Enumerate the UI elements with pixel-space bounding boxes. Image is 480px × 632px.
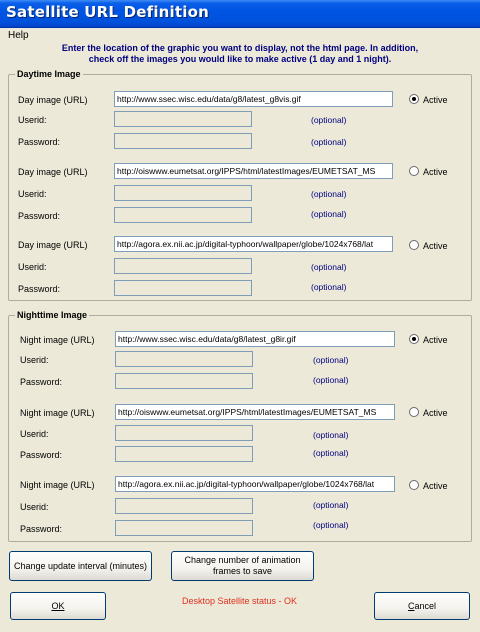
day-image-3-password-optional: (optional) (311, 282, 347, 292)
night-image-1-url-input[interactable]: http://www.ssec.wisc.edu/data/g8/latest_g8ir.gif (115, 331, 395, 347)
day-image-1-password-label: Password: (18, 137, 61, 147)
change-animation-frames-line-2: frames to save (212, 566, 273, 576)
day-image-3-password-label: Password: (18, 284, 61, 294)
night-image-2-active-label: Active (423, 408, 448, 418)
day-image-1-active-radio[interactable] (409, 94, 419, 104)
night-image-3-url-label: Night image (URL) (20, 480, 95, 490)
night-image-3-url-input[interactable]: http://agora.ex.nii.ac.jp/digital-typhoon/wallpaper/globe/1024x768/lat (115, 476, 395, 492)
night-image-2-url-label: Night image (URL) (20, 408, 95, 418)
menu-help[interactable]: Help (8, 30, 29, 41)
night-image-1-password-optional: (optional) (313, 375, 349, 385)
day-image-2-url-input[interactable]: http://oiswww.eumetsat.org/IPPS/html/latestImages/EUMETSAT_MS (114, 163, 393, 179)
day-image-3-userid-input[interactable] (114, 258, 252, 274)
night-image-1-password-input[interactable] (115, 373, 253, 389)
day-image-1-url-input[interactable]: http://www.ssec.wisc.edu/data/g8/latest_g8vis.gif (114, 91, 393, 107)
ok-button[interactable] (10, 592, 106, 620)
day-image-2-url-label: Day image (URL) (18, 167, 88, 177)
change-update-interval-button[interactable]: Change update interval (minutes) (9, 551, 152, 581)
day-image-2-password-optional: (optional) (311, 209, 347, 219)
day-image-2-userid-optional: (optional) (311, 189, 347, 199)
day-image-3-password-input[interactable] (114, 280, 252, 296)
day-image-2-password-input[interactable] (114, 207, 252, 223)
day-image-1-userid-input[interactable] (114, 111, 252, 127)
ok-button-label: OK (51, 600, 65, 611)
cancel-underlined-letter: C (407, 600, 415, 611)
night-image-3-active-label: Active (423, 481, 448, 491)
night-image-2-userid-label: Userid: (20, 429, 49, 439)
menu-bar (0, 28, 480, 43)
night-image-1-url-label: Night image (URL) (20, 335, 95, 345)
night-image-3-active-radio[interactable] (409, 480, 419, 490)
night-image-3-userid-optional: (optional) (313, 500, 349, 510)
night-image-1-userid-label: Userid: (20, 355, 49, 365)
night-image-3-password-input[interactable] (115, 520, 253, 536)
night-image-2-url-input[interactable]: http://oiswww.eumetsat.org/IPPS/html/latestImages/EUMETSAT_MS (115, 404, 395, 420)
day-image-3-url-label: Day image (URL) (18, 240, 88, 250)
title-bar[interactable] (0, 0, 480, 28)
day-image-3-userid-optional: (optional) (311, 262, 347, 272)
status-text: Desktop Satellite status - OK (182, 596, 298, 606)
day-image-2-active-label: Active (423, 167, 448, 177)
day-image-1-password-optional: (optional) (311, 137, 347, 147)
night-image-1-active-radio[interactable] (409, 334, 419, 344)
day-image-1-userid-label: Userid: (18, 115, 47, 125)
daytime-group-label: Daytime Image (17, 69, 81, 79)
day-image-1-userid-optional: (optional) (311, 115, 347, 125)
cancel-button[interactable] (374, 592, 470, 620)
instructions-line-2: check off the images you would like to make active (1 day and 1 night). (88, 54, 392, 64)
day-image-1-active-label: Active (423, 95, 448, 105)
night-image-1-userid-input[interactable] (115, 351, 253, 367)
night-image-1-active-label: Active (423, 335, 448, 345)
cancel-button-label: Cancel (407, 600, 436, 611)
night-image-3-userid-label: Userid: (20, 502, 49, 512)
nighttime-group-label: Nighttime Image (17, 310, 88, 320)
night-image-3-password-optional: (optional) (313, 520, 349, 530)
night-image-3-password-label: Password: (20, 524, 63, 534)
night-image-2-userid-optional: (optional) (313, 430, 349, 440)
day-image-3-active-radio[interactable] (409, 240, 419, 250)
night-image-2-active-radio[interactable] (409, 407, 419, 417)
instructions (0, 43, 480, 65)
instructions-line-1: Enter the location of the graphic you want to display, not the html page. In addition, (61, 43, 419, 53)
night-image-1-password-label: Password: (20, 377, 63, 387)
day-image-2-active-radio[interactable] (409, 166, 419, 176)
day-image-1-url-label: Day image (URL) (18, 95, 88, 105)
day-image-2-userid-label: Userid: (18, 189, 47, 199)
night-image-3-userid-input[interactable] (115, 498, 253, 514)
day-image-1-password-input[interactable] (114, 133, 252, 149)
day-image-3-active-label: Active (423, 241, 448, 251)
change-animation-frames-line-1: Change number of animation (184, 555, 301, 565)
day-image-2-userid-input[interactable] (114, 185, 252, 201)
change-animation-frames-button[interactable] (171, 551, 314, 581)
window-title: Satellite URL Definition (6, 3, 209, 21)
night-image-2-password-label: Password: (20, 450, 63, 460)
day-image-2-password-label: Password: (18, 211, 61, 221)
night-image-2-password-input[interactable] (115, 446, 253, 462)
night-image-1-userid-optional: (optional) (313, 355, 349, 365)
night-image-2-userid-input[interactable] (115, 425, 253, 441)
night-image-2-password-optional: (optional) (313, 448, 349, 458)
day-image-3-url-input[interactable]: http://agora.ex.nii.ac.jp/digital-typhoon/wallpaper/globe/1024x768/lat (114, 236, 393, 252)
day-image-3-userid-label: Userid: (18, 262, 47, 272)
